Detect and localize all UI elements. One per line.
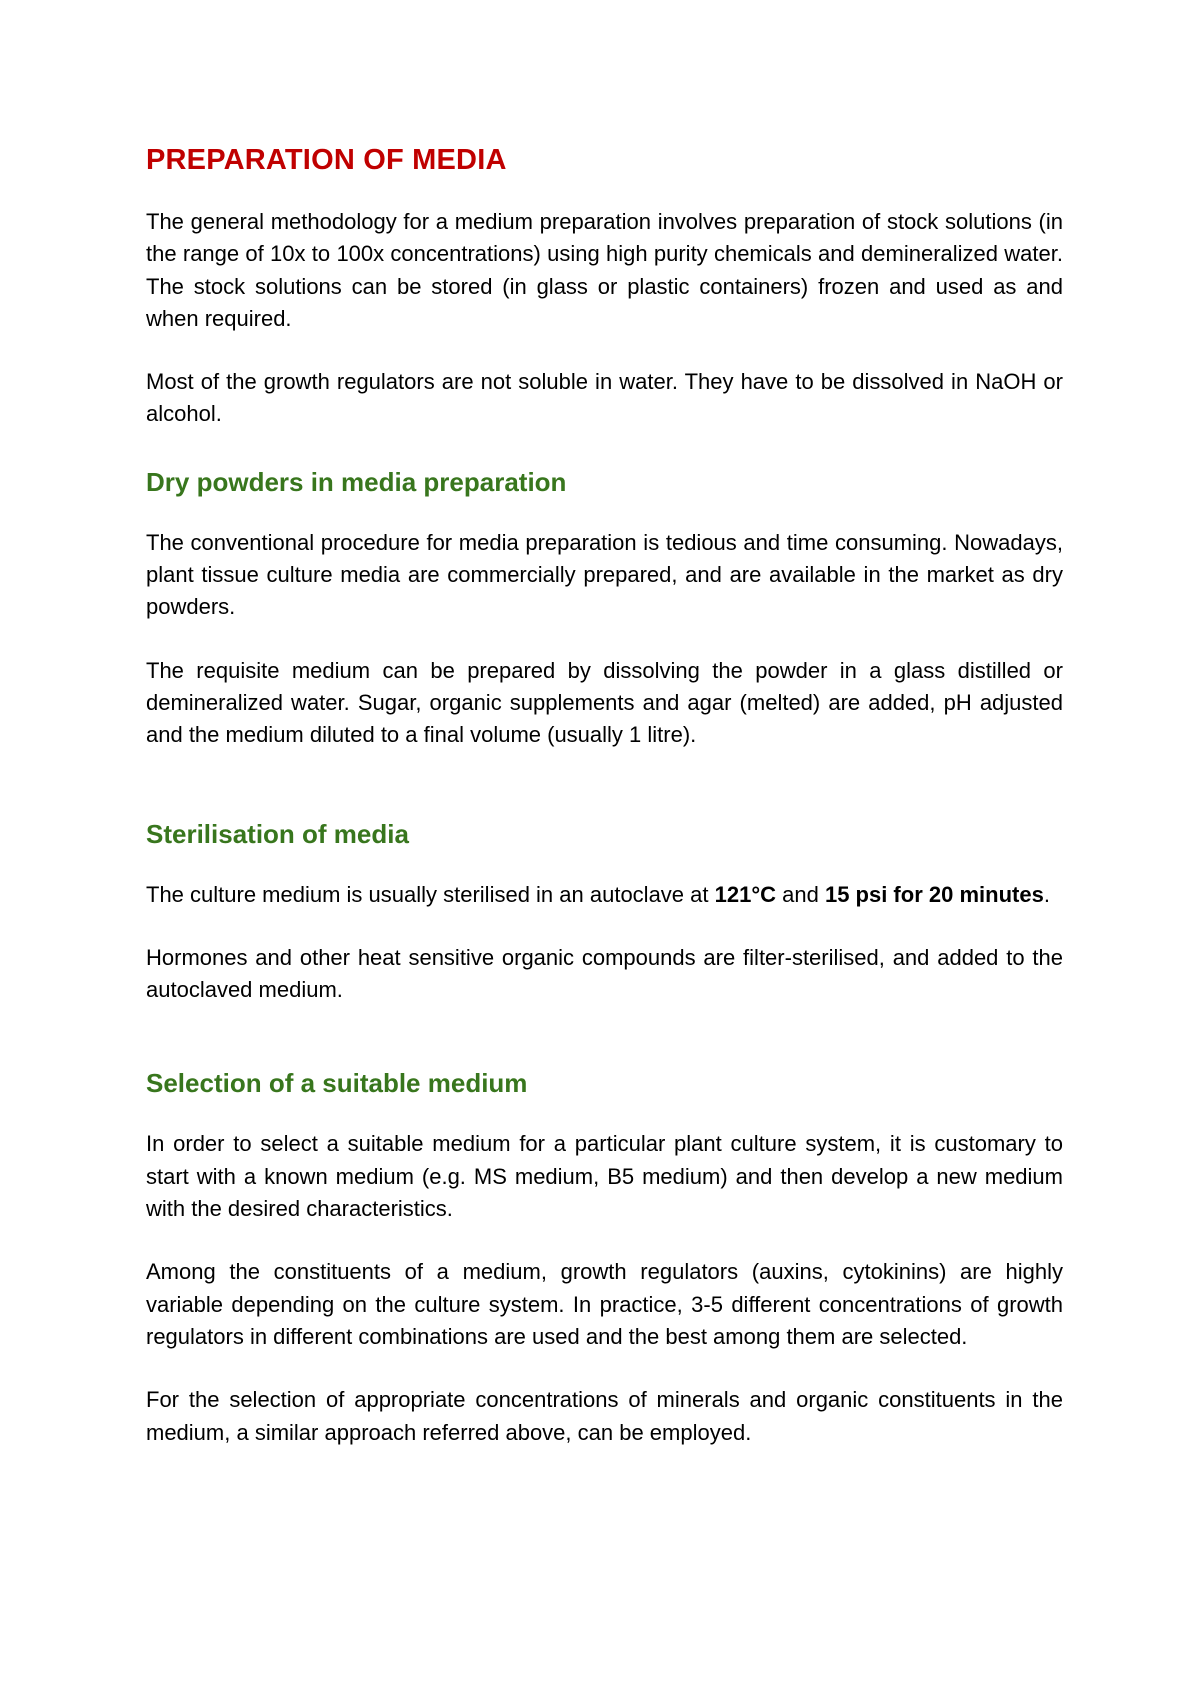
- sterilisation-paragraph-1: [146, 879, 1063, 911]
- dry-powders-paragraph-2: The requisite medium can be prepared by dissolving the powder in a glass distilled or demineralized water. Sugar, organic supplements and agar (melted) are added, pH adjusted and the medium diluted to a final volume (usually 1 litre).: [146, 657, 1063, 748]
- intro-paragraph-2: Most of the growth regulators are not soluble in water. They have to be dissolved in NaOH or alcohol.: [146, 369, 1063, 427]
- sterilisation-paragraph-2: Hormones and other heat sensitive organic compounds are filter-sterilised, and added to the autoclaved medium.: [146, 944, 1063, 1003]
- selection-paragraph-2: Among the constituents of a medium, growth regulators (auxins, cytokinins) are highly variable depending on the culture system. In practice, 3-5 different concentrations of growth regulators in different combinations are used and the best among them are selected.: [146, 1259, 1063, 1349]
- selection-heading: Selection of a suitable medium: [146, 1068, 528, 1099]
- dry-powders-heading: Dry powders in media preparation: [146, 466, 567, 497]
- page-title: PREPARATION OF MEDIA: [146, 144, 507, 176]
- intro-paragraph-1: The general methodology for a medium preparation involves preparation of stock solutions (in the range of 10x to 100x concentrations) using high purity chemicals and demineralized water. The stock solutions can be stored (in glass or plastic containers) frozen and used as and when required.: [146, 209, 1063, 331]
- selection-paragraph-3: For the selection of appropriate concentrations of minerals and organic constituents in the medium, a similar approach referred above, can be employed.: [146, 1387, 1063, 1445]
- sterilisation-heading: Sterilisation of media: [146, 818, 409, 849]
- sterilisation-text-1: The culture medium is usually sterilised in an autoclave at: [146, 881, 715, 907]
- sterilisation-text-3: .: [1043, 881, 1050, 907]
- selection-paragraph-1: In order to select a suitable medium for a particular plant culture system, it is customary to start with a known medium (e.g. MS medium, B5 medium) and then develop a new medium with the desired characteristics.: [146, 1131, 1063, 1222]
- document-page: [146, 140, 1063, 1449]
- dry-powders-paragraph-1: The conventional procedure for media preparation is tedious and time consuming. Nowadays, plant tissue culture media are commercially prepared, and are available in the market as dry powders.: [146, 529, 1063, 620]
- sterilisation-text-2: and: [776, 881, 825, 907]
- temperature-value: 121°C: [714, 881, 777, 907]
- pressure-time-value: 15 psi for 20 minutes: [824, 881, 1044, 907]
